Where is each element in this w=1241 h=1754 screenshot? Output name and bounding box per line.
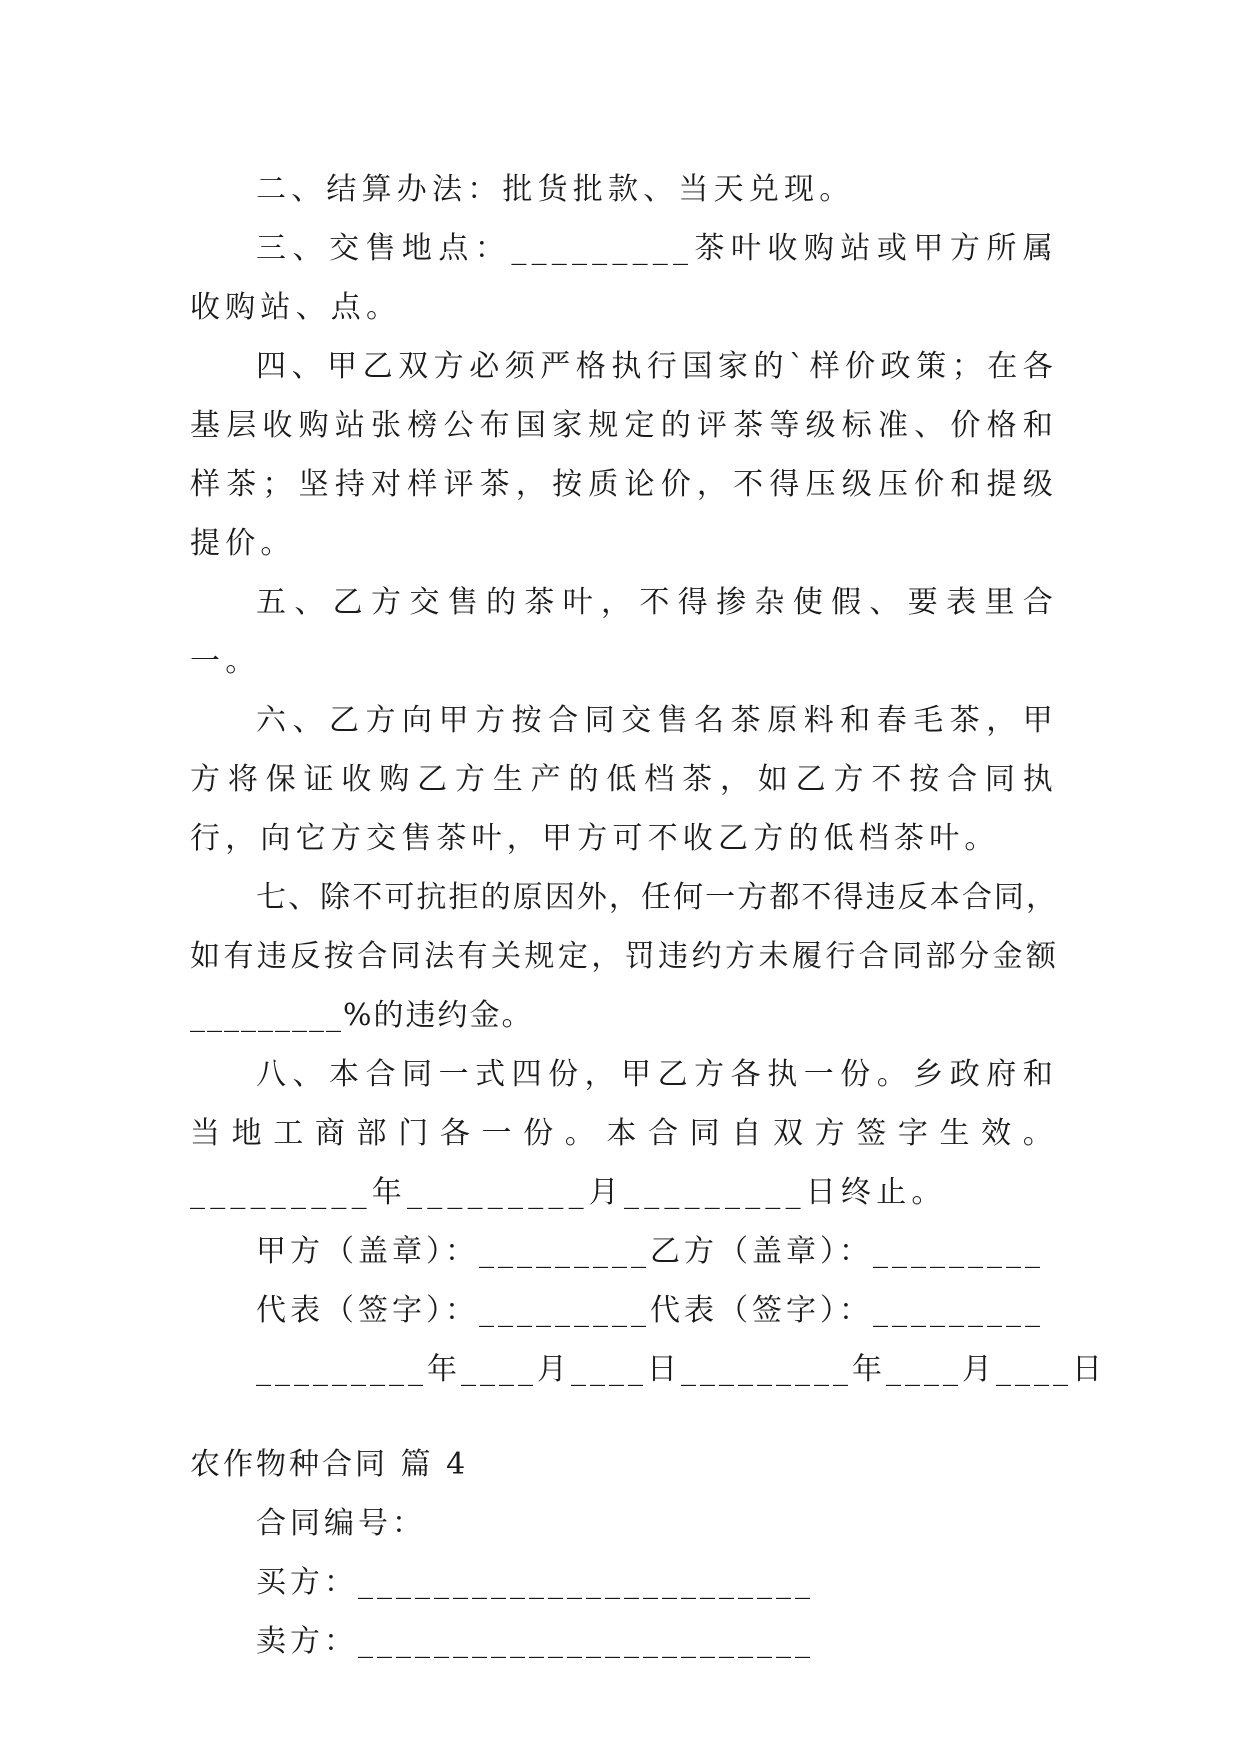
section-gap <box>190 1399 1058 1435</box>
seller-field: 卖方：________________________ <box>256 1624 814 1659</box>
contract-number-field: 合同编号： <box>256 1506 426 1541</box>
document-page <box>190 160 1106 1671</box>
signature-party-stamp: 甲方（盖章）：_________乙方（盖章）：_________ <box>256 1234 1044 1269</box>
clause-6-purchase: 六、乙方向甲方按合同交售名茶原料和春毛茶，甲方将保证收购乙方生产的低档茶，如乙方不按合同执行，向它方交售茶叶，甲方可不收乙方的低档茶叶。 <box>190 703 1058 856</box>
signature-representative: 代表（签字）：_________代表（签字）：_________ <box>256 1293 1044 1328</box>
clause-4-pricing-policy: 四、甲乙双方必须严格执行国家的`样价政策；在各基层收购站张榜公布国家规定的评茶等级标准、价格和样茶；坚持对样评茶，按质论价，不得压级压价和提级提价。 <box>190 349 1058 561</box>
section-title: 农作物种合同 篇 4 <box>190 1447 469 1482</box>
clause-3-location: 三、交售地点：_________茶叶收购站或甲方所属收购站、点。 <box>190 231 1058 325</box>
buyer-field: 买方：________________________ <box>256 1565 814 1600</box>
signature-date: _________年____月____日_________年____月____日 <box>256 1352 1106 1387</box>
clause-5-quality: 五、乙方交售的茶叶，不得掺杂使假、要表里合一。 <box>190 585 1058 679</box>
clause-2-settlement: 二、结算办法：批货批款、当天兑现。 <box>256 172 855 207</box>
clause-7-penalty: 七、除不可抗拒的原因外，任何一方都不得违反本合同，如有违反按合同法有关规定，罚违约方未履行合同部分金额_________%的违约金。 <box>190 880 1058 1033</box>
clause-8-copies: 八、本合同一式四份，甲乙方各执一份。乡政府和当地工商部门各一份。本合同自双方签字生效。_________年_________月_________日终止。 <box>190 1057 1058 1210</box>
